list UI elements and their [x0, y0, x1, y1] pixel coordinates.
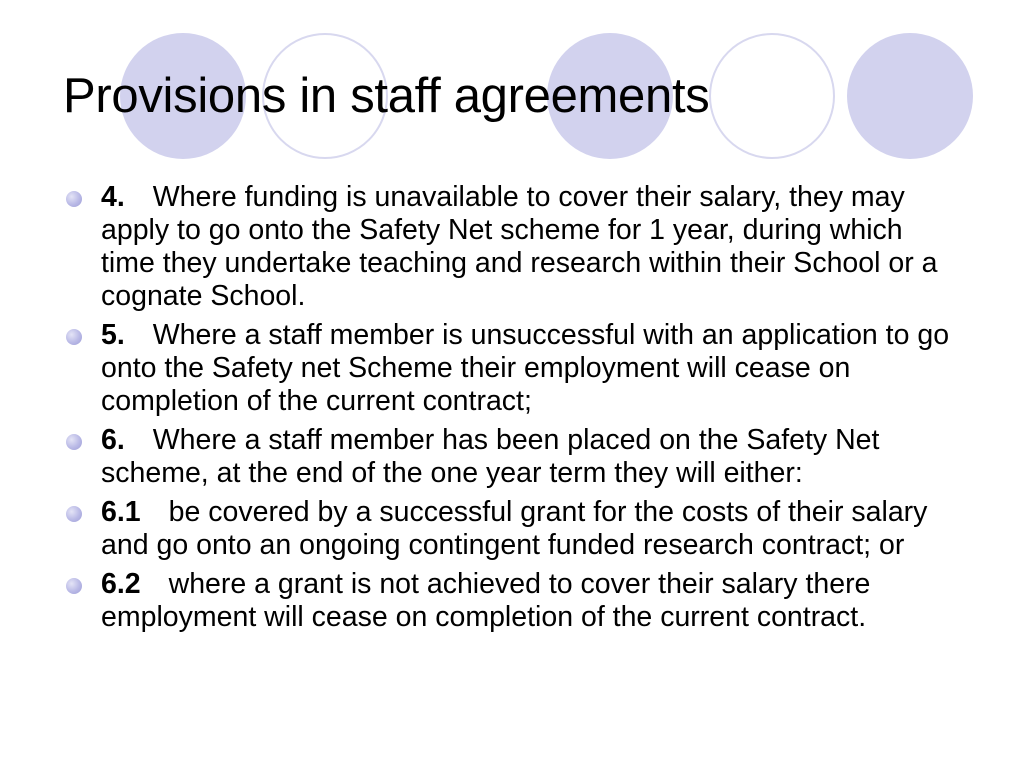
- item-text: Where a staff member has been placed on the Safety Net scheme, at the end of the one year term they will either:: [101, 424, 880, 489]
- item-number: 5.: [101, 319, 125, 351]
- item-number: 6.: [101, 424, 125, 456]
- bullet-icon: [66, 191, 82, 207]
- list-item: [62, 181, 962, 313]
- list-item: [62, 568, 962, 634]
- list-item: [62, 496, 962, 562]
- bullet-icon: [66, 329, 82, 345]
- item-text: where a grant is not achieved to cover their salary there employment will cease on completion of the current contract.: [101, 568, 871, 633]
- filled-circle-3: [847, 33, 973, 159]
- list-item: [62, 319, 962, 418]
- bullet-icon: [66, 578, 82, 594]
- bullet-icon: [66, 434, 82, 450]
- slide-title: Provisions in staff agreements: [63, 69, 710, 123]
- item-number: 6.2: [101, 568, 141, 600]
- item-number: 4.: [101, 181, 125, 213]
- item-text: be covered by a successful grant for the costs of their salary and go onto an ongoing contingent funded research contract; or: [101, 496, 928, 561]
- item-text: Where funding is unavailable to cover their salary, they may apply to go onto the Safety Net scheme for 1 year, during which time they undertake teaching and research within their School or a cognate School.: [101, 181, 938, 312]
- bullet-list: [62, 181, 962, 640]
- item-text: Where a staff member is unsuccessful with an application to go onto the Safety net Scheme their employment will cease on completion of the current contract;: [101, 319, 950, 417]
- list-item: [62, 424, 962, 490]
- item-number: 6.1: [101, 496, 141, 528]
- outline-circle-2: [710, 34, 834, 158]
- bullet-icon: [66, 506, 82, 522]
